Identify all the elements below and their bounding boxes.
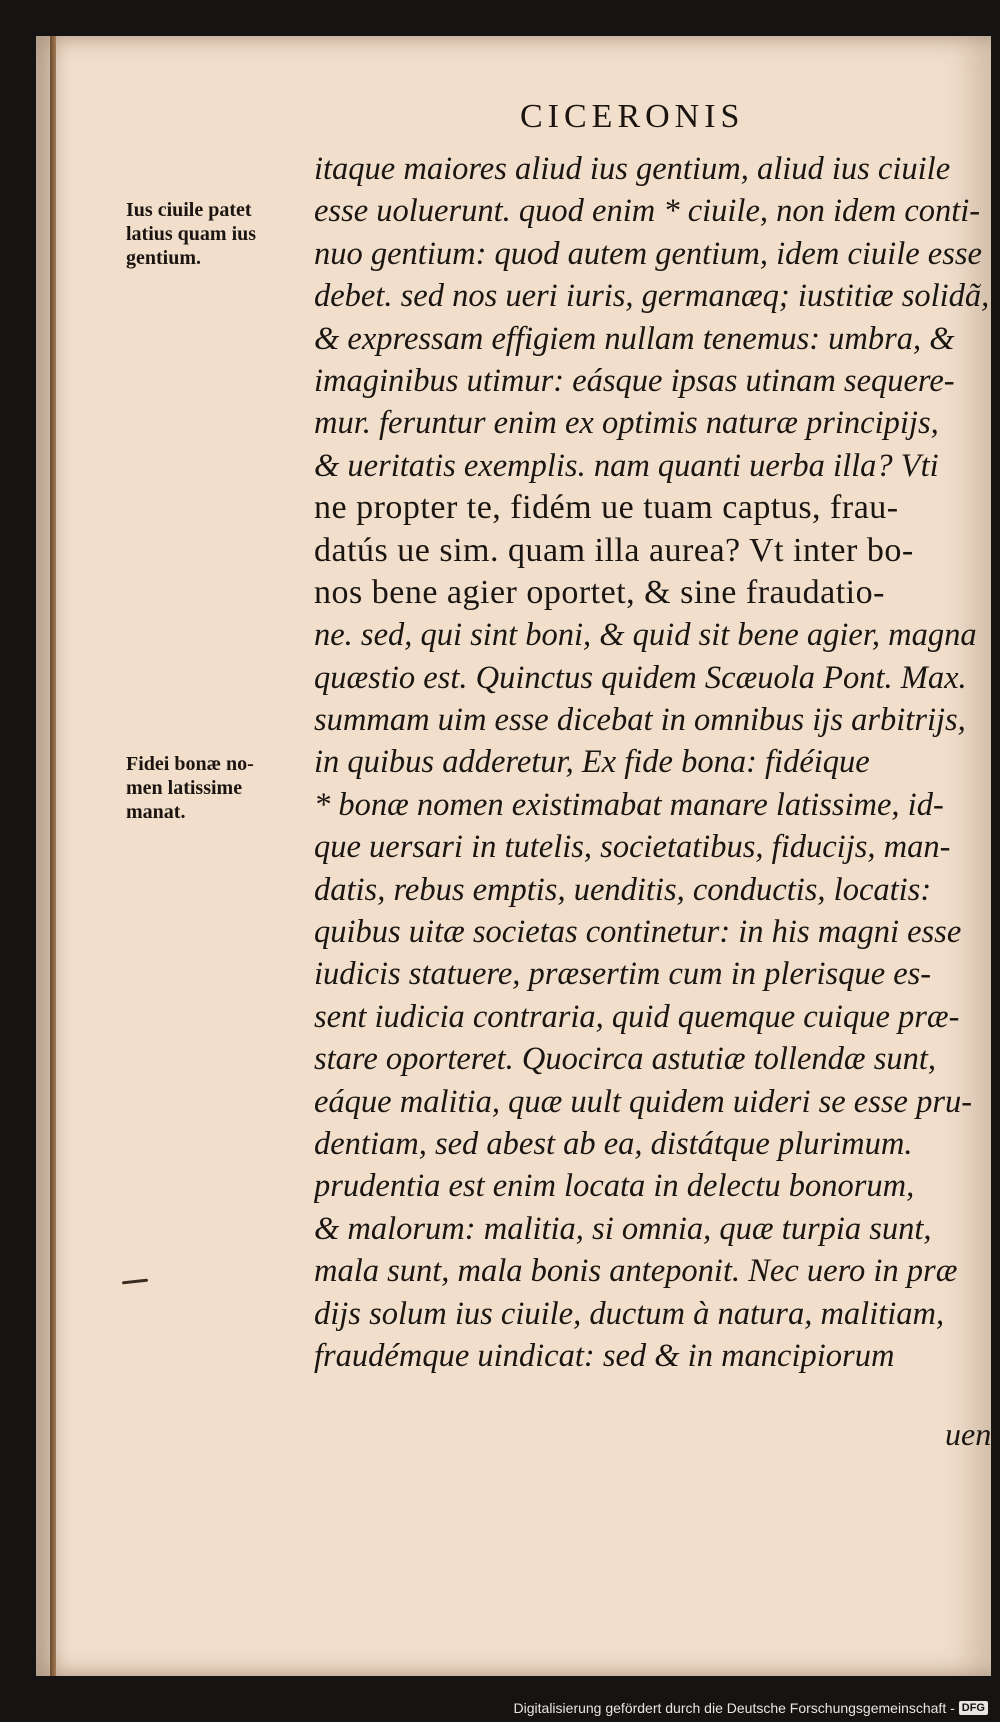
text-line: imaginibus utimur: eásque ipsas utinam sequere- [314,362,955,399]
text-line: & malorum: malitia, si omnia, quæ turpia sunt, [314,1210,932,1247]
text-line: que uersari in tutelis, societatibus, fiducijs, man- [314,829,951,866]
text-line: mala sunt, mala bonis anteponit. Nec uero in præ [314,1253,958,1290]
running-head: CICERONIS [520,98,745,135]
text-line: mur. feruntur enim ex optimis naturæ principijs, [314,405,939,442]
text-line: stare oporteret. Quocirca astutiæ tollendæ sunt, [314,1041,936,1078]
margin-note-line: latius quam ius [126,223,257,245]
footer [514,1700,988,1716]
text-line: fraudémque uindicat: sed & in mancipiorum [314,1337,895,1374]
text-line: dijs solum ius ciuile, ductum à natura, malitiam, [314,1295,945,1332]
text-line: iudicis statuere, præsertim cum in plerisque es- [314,956,932,993]
catchword: uen [945,1416,992,1452]
body-text [314,148,1000,1377]
page-edge [50,36,56,1676]
text-line: debet. sed nos ueri iuris, germanæq; iustitiæ solidã, [314,278,990,315]
footer-text: Digitalisierung gefördert durch die Deutsche Forschungsgemeinschaft - [513,1700,955,1716]
text-line: esse uoluerunt. quod enim * ciuile, non idem conti- [314,193,981,230]
dfg-logo-icon: DFG [959,1701,988,1715]
text-line: nuo gentium: quod autem gentium, idem ciuile esse [314,235,982,272]
text-line: summam uim esse dicebat in omnibus ijs arbitrijs, [314,702,966,739]
text-line: prudentia est enim locata in delectu bonorum, [314,1168,915,1205]
margin-note-line: men latissime [126,777,243,799]
margin-note-line: gentium. [126,247,201,269]
text-line: ne propter te, fidém ue tuam captus, frau- [314,489,899,527]
text-line: eáque malitia, quæ uult quidem uideri se esse pru- [314,1083,973,1120]
margin-note-line: Fidei bonæ no- [126,753,254,775]
margin-note-1 [126,198,316,270]
text-line: & expressam effigiem nullam tenemus: umbra, & [314,320,955,357]
text-line: quæstio est. Quinctus quidem Scæuola Pont. Max. [314,659,967,696]
margin-note-line: manat. [126,801,186,823]
text-line: dentiam, sed abest ab ea, distátque plurimum. [314,1125,913,1162]
text-line: datús ue sim. quam illa aurea? Vt inter bo- [314,531,914,569]
text-line: nos bene agier oportet, & sine fraudatio- [314,573,885,611]
margin-note-line: Ius ciuile patet [126,199,252,221]
text-line: * bonæ nomen existimabat manare latissime, id- [314,786,944,823]
text-line: quibus uitæ societas continetur: in his magni esse [314,914,962,951]
text-line: datis, rebus emptis, uenditis, conductis, locatis: [314,871,932,908]
text-line: & ueritatis exemplis. nam quanti uerba illa? Vti [314,447,939,484]
text-line: ne. sed, qui sint boni, & quid sit bene agier, magna [314,617,977,654]
text-line: in quibus adderetur, Ex fide bona: fidéique [314,744,870,781]
margin-note-2 [126,752,316,824]
text-line: sent iudicia contraria, quid quemque cuique præ- [314,998,960,1035]
text-line: itaque maiores aliud ius gentium, aliud ius ciuile [314,151,951,187]
